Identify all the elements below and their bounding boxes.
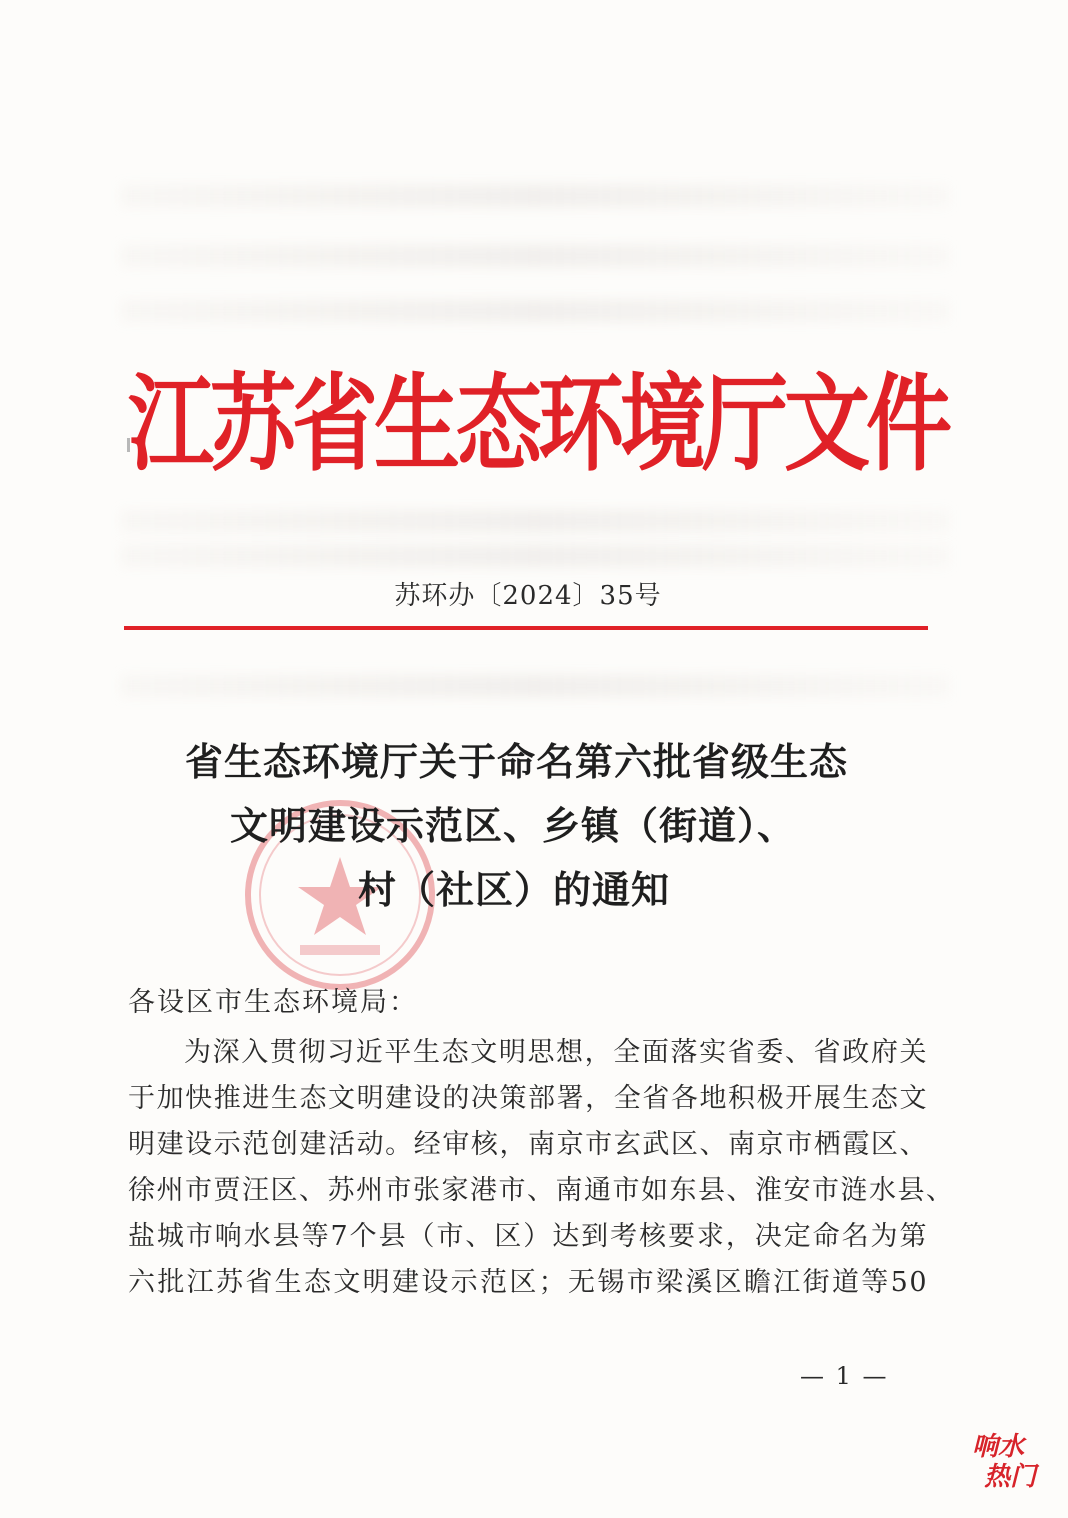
body-line: 于加快推进生态文明建设的决策部署，全省各地积极开展生态文 <box>128 1083 928 1114</box>
document-number: 苏环办〔2024〕35号 <box>394 581 662 611</box>
notice-title-line: 省生态环境厅关于命名第六批省级生态 <box>185 740 849 784</box>
bleed-through-shadow <box>120 510 950 532</box>
body-line: 盐城市响水县等7个县（市、区）达到考核要求，决定命名为第 <box>128 1221 928 1252</box>
body-line: 为深入贯彻习近平生态文明思想，全面落实省委、省政府关 <box>184 1037 928 1068</box>
notice-title-line: 文明建设示范区、乡镇（街道）、 <box>230 804 797 848</box>
bleed-through-shadow <box>120 245 950 267</box>
bleed-through-shadow <box>120 545 950 567</box>
body-line: 徐州市贾汪区、苏州市张家港市、南通市如东县、淮安市涟水县、 <box>128 1175 955 1206</box>
bleed-through-shadow <box>120 185 950 207</box>
body-line: 六批江苏省生态文明建设示范区；无锡市梁溪区瞻江街道等50 <box>128 1267 928 1298</box>
red-separator-rule <box>124 626 928 630</box>
salutation: 各设区市生态环境局： <box>128 987 418 1018</box>
body-line: 明建设示范创建活动。经审核，南京市玄武区、南京市栖霞区、 <box>128 1129 928 1160</box>
bleed-through-shadow <box>120 675 950 697</box>
page-number: — 1 — <box>800 1362 889 1390</box>
watermark-logo <box>972 1432 1052 1492</box>
document-header-title: 江苏省生态环境厅文件 <box>128 364 948 487</box>
watermark-text: 热门 <box>984 1462 1037 1492</box>
watermark-text: 响水 <box>972 1432 1025 1462</box>
notice-title-line: 村（社区）的通知 <box>358 868 671 912</box>
bleed-through-shadow <box>120 300 950 322</box>
